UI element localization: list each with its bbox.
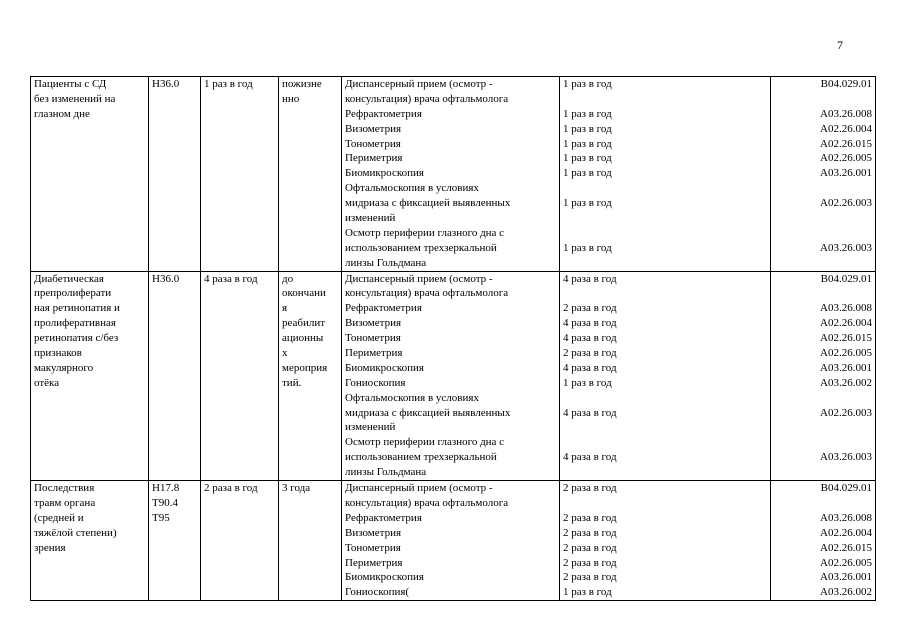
- cell-line: консультация) врача офтальмолога: [345, 287, 509, 300]
- patient-group-cell: [31, 77, 149, 272]
- cell-line: Гониоскопия: [345, 376, 406, 389]
- services-cell: [342, 481, 560, 601]
- cell-line: Периметрия: [345, 152, 403, 165]
- cell-line: пролиферативная: [34, 317, 116, 330]
- cell-line: реабилит: [282, 317, 326, 330]
- cell-line: 1 раз в год: [563, 241, 612, 254]
- cell-line: A02.26.004: [820, 526, 872, 539]
- cell-line: 1 раз в год: [563, 107, 612, 120]
- cell-line: 3 года: [282, 482, 311, 495]
- duration-cell: [279, 77, 342, 272]
- cell-line: Рефрактометрия: [345, 302, 422, 315]
- cell-line: 2 раза в год: [563, 482, 617, 495]
- cell-line: A03.26.002: [820, 586, 872, 599]
- cell-line: Рефрактометрия: [345, 107, 422, 120]
- cell-line: A02.26.004: [820, 122, 872, 135]
- cell-line: [774, 256, 872, 271]
- cell-line: A03.26.003: [820, 451, 872, 464]
- cell-line: тяжёлой степени): [34, 526, 117, 539]
- cell-line: Визометрия: [345, 526, 402, 539]
- cell-line: 1 раз в год: [563, 137, 612, 150]
- cell-line: A02.26.005: [820, 556, 872, 569]
- cell-line: A03.26.002: [820, 376, 872, 389]
- duration-cell: [279, 271, 342, 480]
- cell-line: [774, 435, 872, 450]
- cell-line: Офтальмоскопия в условиях: [345, 391, 479, 404]
- cell-line: 2 раза в год: [563, 571, 617, 584]
- duration-cell: [279, 481, 342, 601]
- cell-line: 2 раза в год: [563, 511, 617, 524]
- cell-line: [563, 435, 767, 450]
- cell-line: Рефрактометрия: [345, 511, 422, 524]
- cell-line: B04.029.01: [820, 272, 872, 285]
- cell-line: Визометрия: [345, 122, 402, 135]
- cell-line: B04.029.01: [820, 482, 872, 495]
- cell-line: мероприя: [282, 361, 328, 374]
- cell-line: [774, 92, 872, 107]
- cell-line: мидриаза с фиксацией выявленных: [345, 197, 511, 210]
- cell-line: [563, 465, 767, 480]
- cell-line: [563, 226, 767, 241]
- cell-line: Осмотр периферии глазного дна с: [345, 226, 505, 239]
- cell-line: T90.4: [152, 496, 178, 509]
- dispensary-table: [30, 76, 876, 601]
- cell-line: A03.26.008: [820, 302, 872, 315]
- cell-line: Тонометрия: [345, 332, 401, 345]
- cell-line: [774, 496, 872, 511]
- cell-line: [563, 420, 767, 435]
- cell-line: 2 раза в год: [563, 302, 617, 315]
- cell-line: Биомикроскопия: [345, 167, 424, 180]
- frequency-cell: [201, 77, 279, 272]
- icd-code-cell: [149, 271, 201, 480]
- table-row: [31, 481, 876, 601]
- cell-line: Периметрия: [345, 556, 403, 569]
- cell-line: 1 раз в год: [204, 78, 253, 90]
- service-frequency-cell: [560, 271, 771, 480]
- cell-line: Офтальмоскопия в условиях: [345, 182, 479, 195]
- cell-line: консультация) врача офтальмолога: [345, 496, 509, 509]
- cell-line: глазном дне: [34, 107, 90, 120]
- cell-line: консультация) врача офтальмолога: [345, 92, 509, 105]
- service-frequency-cell: [560, 481, 771, 601]
- cell-line: линзы Гольдмана: [345, 256, 427, 269]
- cell-line: [563, 256, 767, 271]
- cell-line: A02.26.005: [820, 347, 872, 360]
- cell-line: A02.26.005: [820, 152, 872, 165]
- cell-line: A02.26.003: [820, 406, 872, 419]
- cell-line: отёка: [34, 376, 60, 389]
- cell-line: травм органа: [34, 496, 96, 509]
- cell-line: изменений: [345, 421, 396, 434]
- cell-line: 2 раза в год: [563, 526, 617, 539]
- cell-line: линзы Гольдмана: [345, 466, 427, 479]
- cell-line: [774, 181, 872, 196]
- cell-line: 1 раз в год: [563, 586, 612, 599]
- cell-line: H17.8: [152, 482, 180, 495]
- cell-line: [774, 465, 872, 480]
- page-number: 7: [837, 38, 843, 52]
- services-cell: [342, 77, 560, 272]
- frequency-cell: [201, 271, 279, 480]
- cell-line: B04.029.01: [820, 78, 872, 90]
- cell-line: изменений: [345, 212, 396, 225]
- cell-line: A02.26.003: [820, 197, 872, 210]
- cell-line: 4 раза в год: [563, 317, 617, 330]
- cell-line: Визометрия: [345, 317, 402, 330]
- cell-line: 2 раза в год: [204, 482, 258, 495]
- cell-line: A02.26.015: [820, 332, 872, 345]
- cell-line: 4 раза в год: [204, 272, 258, 285]
- cell-line: Диспансерный прием (осмотр -: [345, 272, 493, 285]
- cell-line: признаков: [34, 347, 82, 360]
- cell-line: я: [282, 302, 288, 315]
- cell-line: 1 раз в год: [563, 376, 612, 389]
- service-code-cell: [771, 271, 876, 480]
- services-cell: [342, 271, 560, 480]
- cell-line: 1 раз в год: [563, 167, 612, 180]
- service-code-cell: [771, 481, 876, 601]
- cell-line: [563, 92, 767, 107]
- cell-line: [563, 286, 767, 301]
- cell-line: T95: [152, 511, 170, 524]
- cell-line: использованием трехзеркальной: [345, 451, 497, 464]
- patient-group-cell: [31, 271, 149, 480]
- cell-line: Последствия: [34, 482, 95, 495]
- cell-line: 4 раза в год: [563, 406, 617, 419]
- cell-line: [774, 211, 872, 226]
- cell-line: 4 раза в год: [563, 451, 617, 464]
- cell-line: 2 раза в год: [563, 347, 617, 360]
- cell-line: х: [282, 347, 288, 360]
- cell-line: пожизне: [282, 78, 322, 90]
- cell-line: Диспансерный прием (осмотр -: [345, 482, 493, 495]
- cell-line: Осмотр периферии глазного дна с: [345, 436, 505, 449]
- cell-line: A02.26.004: [820, 317, 872, 330]
- icd-code-cell: [149, 481, 201, 601]
- cell-line: ретинопатия с/без: [34, 332, 119, 345]
- cell-line: [563, 211, 767, 226]
- icd-code-cell: [149, 77, 201, 272]
- cell-line: 1 раз в год: [563, 122, 612, 135]
- cell-line: мидриаза с фиксацией выявленных: [345, 406, 511, 419]
- cell-line: макулярного: [34, 361, 94, 374]
- cell-line: без изменений на: [34, 92, 116, 105]
- cell-line: Периметрия: [345, 347, 403, 360]
- cell-line: [774, 226, 872, 241]
- service-code-cell: [771, 77, 876, 272]
- cell-line: зрения: [34, 541, 66, 554]
- cell-line: A02.26.015: [820, 137, 872, 150]
- cell-line: 1 раз в год: [563, 197, 612, 210]
- cell-line: окончани: [282, 287, 326, 300]
- cell-line: Диабетическая: [34, 272, 104, 285]
- cell-line: использованием трехзеркальной: [345, 241, 497, 254]
- cell-line: A03.26.001: [820, 167, 872, 180]
- cell-line: ационны: [282, 332, 324, 345]
- table-row: [31, 271, 876, 480]
- cell-line: [774, 420, 872, 435]
- cell-line: тий.: [282, 376, 302, 389]
- patient-group-cell: [31, 481, 149, 601]
- table-row: [31, 77, 876, 272]
- cell-line: [563, 496, 767, 511]
- cell-line: Пациенты с СД: [34, 78, 107, 90]
- cell-line: Тонометрия: [345, 541, 401, 554]
- cell-line: Тонометрия: [345, 137, 401, 150]
- cell-line: 4 раза в год: [563, 332, 617, 345]
- cell-line: Биомикроскопия: [345, 361, 424, 374]
- cell-line: A03.26.001: [820, 361, 872, 374]
- cell-line: 1 раз в год: [563, 152, 612, 165]
- cell-line: ная ретинопатия и: [34, 302, 120, 315]
- cell-line: 2 раза в год: [563, 556, 617, 569]
- cell-line: нно: [282, 92, 300, 105]
- cell-line: Диспансерный прием (осмотр -: [345, 78, 493, 90]
- frequency-cell: [201, 481, 279, 601]
- cell-line: A03.26.003: [820, 241, 872, 254]
- cell-line: препролиферати: [34, 287, 112, 300]
- cell-line: H36.0: [152, 272, 180, 285]
- cell-line: Гониоскопия(: [345, 586, 410, 599]
- cell-line: 1 раз в год: [563, 78, 612, 90]
- cell-line: 2 раза в год: [563, 541, 617, 554]
- cell-line: [563, 391, 767, 406]
- cell-line: A02.26.015: [820, 541, 872, 554]
- cell-line: [774, 391, 872, 406]
- cell-line: A03.26.008: [820, 511, 872, 524]
- cell-line: (средней и: [34, 511, 84, 524]
- cell-line: [563, 181, 767, 196]
- cell-line: 4 раза в год: [563, 272, 617, 285]
- service-frequency-cell: [560, 77, 771, 272]
- cell-line: Биомикроскопия: [345, 571, 424, 584]
- cell-line: A03.26.008: [820, 107, 872, 120]
- cell-line: 4 раза в год: [563, 361, 617, 374]
- cell-line: [774, 286, 872, 301]
- cell-line: до: [282, 272, 294, 285]
- cell-line: A03.26.001: [820, 571, 872, 584]
- cell-line: H36.0: [152, 78, 180, 90]
